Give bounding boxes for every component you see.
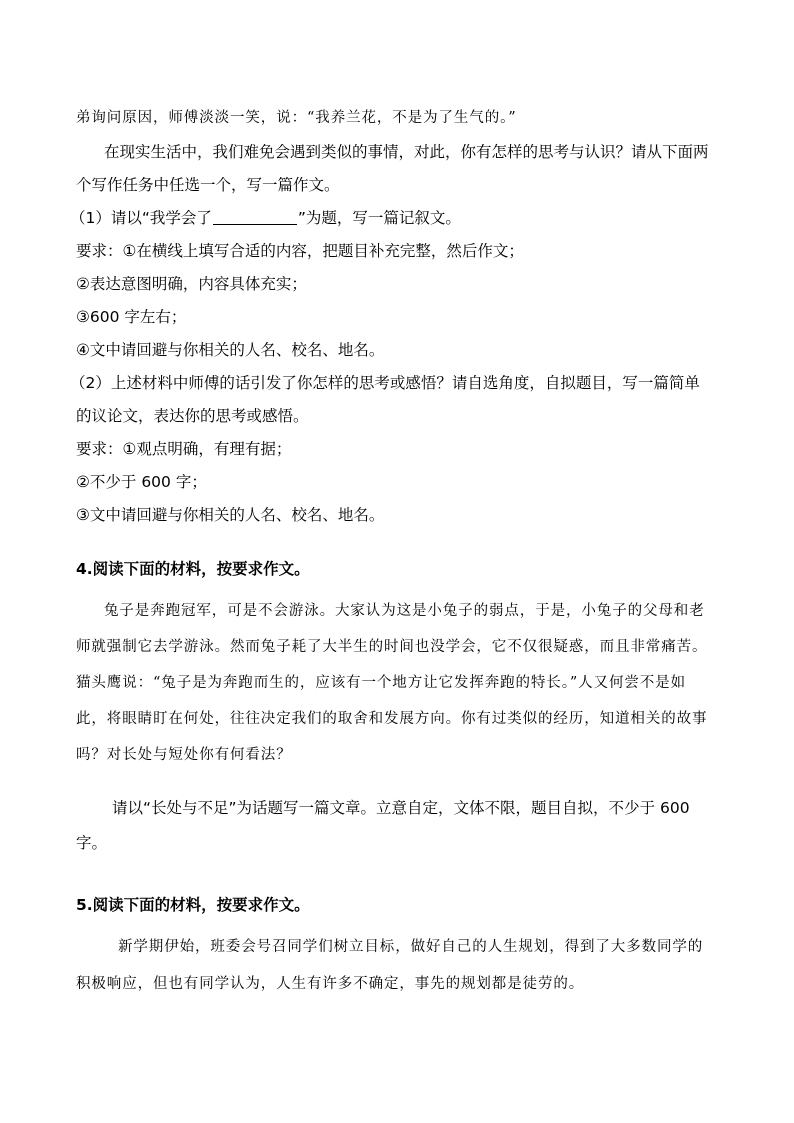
question-4-heading: 4.阅读下面的材料，按要求作文。 [76, 560, 310, 578]
question-5-heading: 5.阅读下面的材料，按要求作文。 [76, 896, 310, 914]
task1-title-suffix: ”为题，写一篇记叙文。 [297, 209, 461, 227]
task1-title-prefix: （1）请以“我学会了 [70, 209, 212, 227]
q4-material-line-1: 兔子是奔跑冠军，可是不会游泳。大家认为这是小兔子的弱点，于是，小兔子的父母和老 [104, 603, 705, 619]
task1-requirement-3: ③600 字左右； [76, 308, 187, 326]
q4-material-line-3: 猫头鹰说：“兔子是为奔跑而生的，应该有一个地方让它发挥奔跑的特长。”人又何尝不是如 [76, 675, 686, 691]
prompt-line-1: 在现实生活中，我们难免会遇到类似的事情，对此，你有怎样的思考与认识？请从下面两 [104, 143, 709, 161]
q5-material-line-2: 积极响应，但也有同学认为，人生有许多不确定，事先的规划都是徒劳的。 [76, 976, 585, 992]
task1-requirement-2: ②表达意图明确，内容具体充实； [76, 275, 307, 293]
prompt-line-2: 个写作任务中任选一个，写一篇作文。 [76, 176, 340, 194]
task2-requirement-3: ③文中请回避与你相关的人名、校名、地名。 [76, 506, 385, 524]
task2-line-1: （2）上述材料中师傅的话引发了你怎样的思考或感悟？请自选角度，自拟题目，写一篇简单 [70, 374, 700, 392]
task1-requirement-1: 要求：①在横线上填写合适的内容，把题目补充完整，然后作文； [76, 242, 524, 260]
q4-material-line-4: 此，将眼睛盯在何处，往往决定我们的取舍和发展方向。你有过类似的经历，知道相关的故事 [76, 711, 708, 727]
task2-line-2: 的议论文，表达你的思考或感悟。 [76, 407, 309, 425]
q4-material-line-2: 师就强制它去学游泳。然而兔子耗了大半生的时间也没学会，它不仅很疑惑，而且非常痛苦。 [76, 639, 708, 655]
q4-prompt-line-1: 请以“长处与不足”为话题写一篇文章。立意自定，文体不限，题目自拟，不少于 600 [112, 799, 690, 817]
task2-requirement-2: ②不少于 600 字； [76, 473, 207, 491]
task2-requirement-1: 要求：①观点明确，有理有据； [76, 440, 292, 458]
task1-title-line [70, 208, 461, 228]
q4-material-line-5: 吗？对长处与短处你有何看法？ [76, 747, 292, 763]
story-ending-line: 弟询问原因，师傅淡淡一笑，说：“我养兰花，不是为了生气的。” [76, 110, 517, 126]
title-blank-underline [213, 208, 297, 225]
q4-prompt-line-2: 字。 [76, 834, 108, 852]
task1-requirement-4: ④文中请回避与你相关的人名、校名、地名。 [76, 341, 385, 359]
q5-material-line-1: 新学期伊始，班委会号召同学们树立目标，做好自己的人生规划，得到了大多数同学的 [118, 939, 704, 955]
